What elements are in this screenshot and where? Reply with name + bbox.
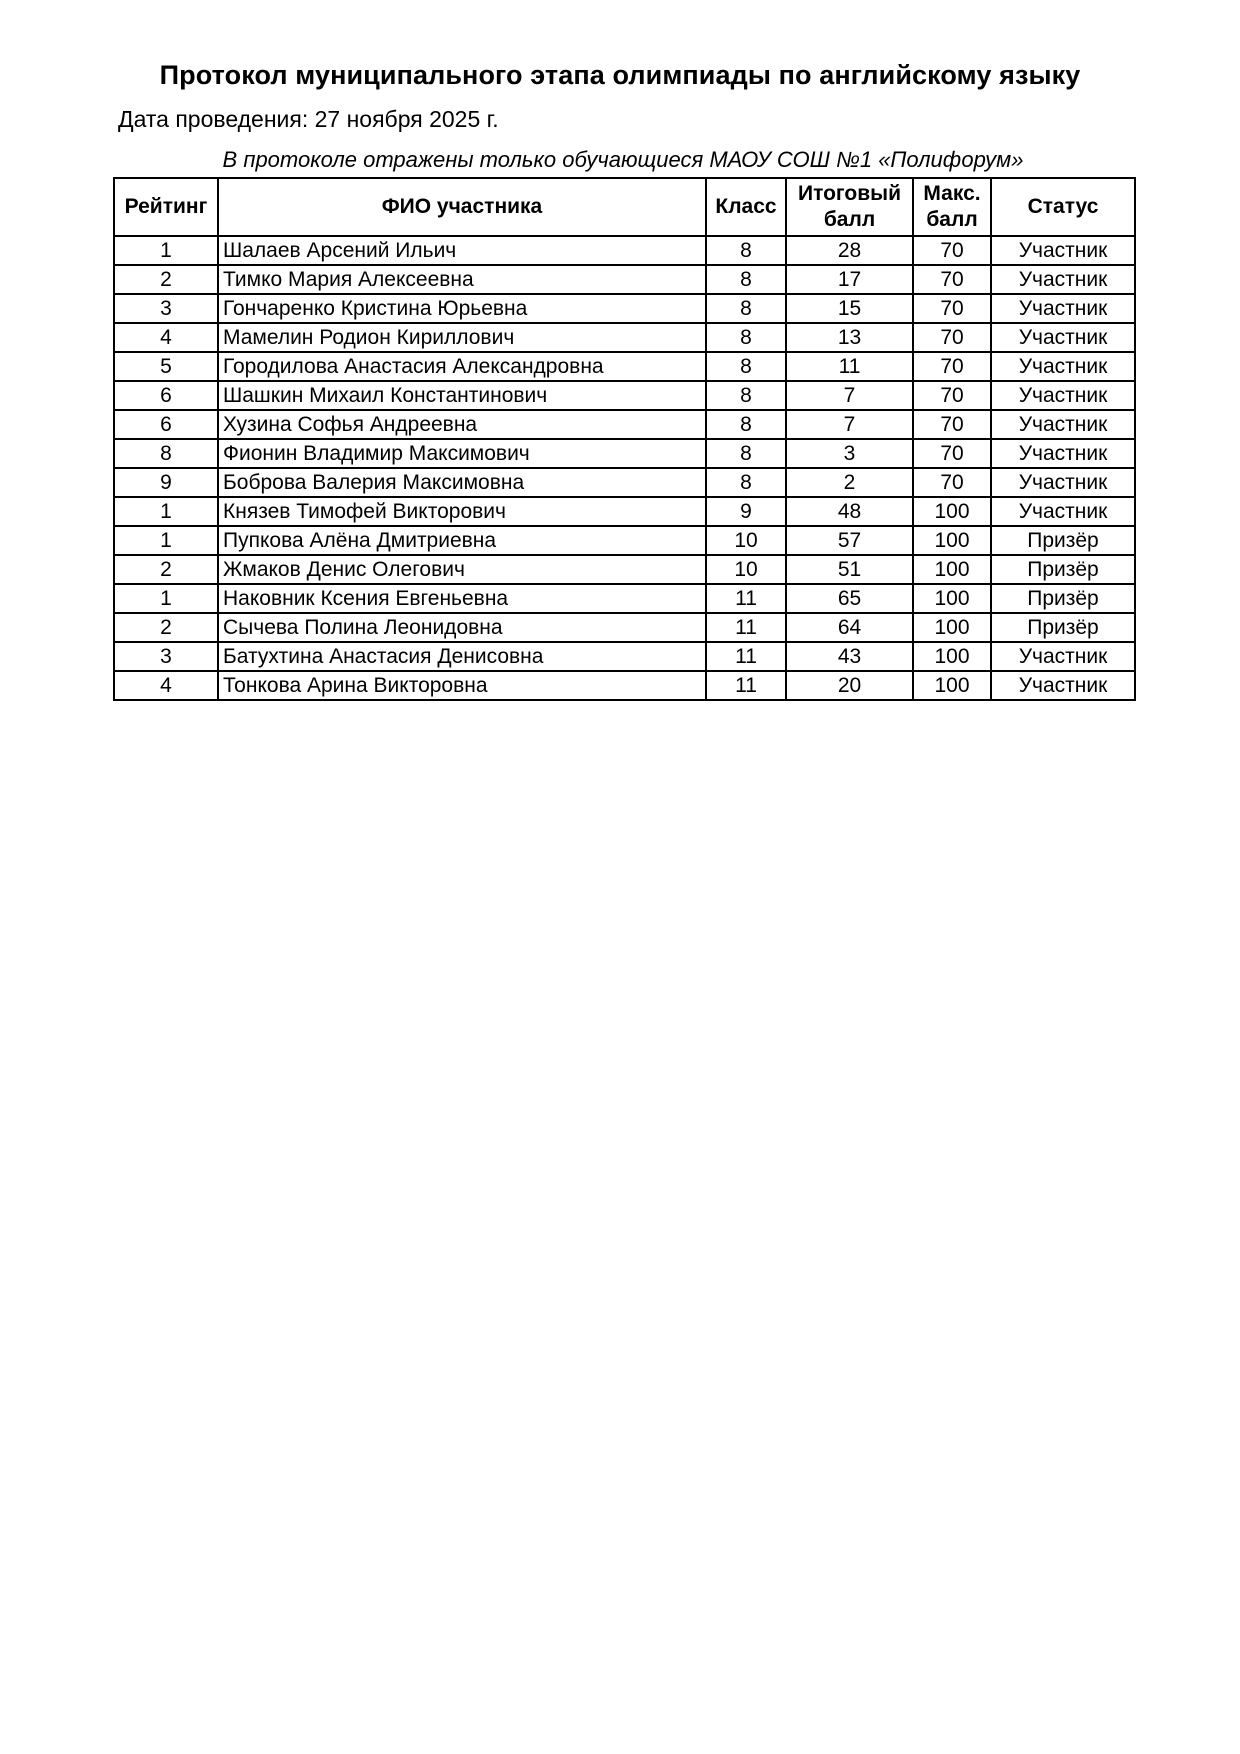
cell-score: 15 xyxy=(786,294,913,323)
cell-max: 70 xyxy=(913,323,991,352)
cell-score: 64 xyxy=(786,613,913,642)
cell-grade: 8 xyxy=(706,381,786,410)
header-row xyxy=(114,178,1135,236)
cell-name: Жмаков Денис Олегович xyxy=(218,555,706,584)
table-row xyxy=(114,468,1135,497)
cell-rank: 1 xyxy=(114,584,218,613)
table-row xyxy=(114,613,1135,642)
cell-score: 3 xyxy=(786,439,913,468)
protocol-note: В протоколе отражены только обучающиеся МАОУ СОШ №1 «Полифорум» xyxy=(222,147,1024,172)
table-row xyxy=(114,642,1135,671)
cell-grade: 8 xyxy=(706,323,786,352)
cell-grade: 10 xyxy=(706,526,786,555)
cell-status: Участник xyxy=(991,381,1135,410)
cell-grade: 11 xyxy=(706,642,786,671)
cell-rank: 5 xyxy=(114,352,218,381)
cell-status: Участник xyxy=(991,352,1135,381)
cell-name: Батухтина Анастасия Денисовна xyxy=(218,642,706,671)
cell-max: 70 xyxy=(913,294,991,323)
results-table-body xyxy=(114,236,1135,700)
results-table xyxy=(113,177,1136,701)
table-row xyxy=(114,584,1135,613)
cell-max: 70 xyxy=(913,468,991,497)
results-table-header xyxy=(114,178,1135,236)
cell-score: 17 xyxy=(786,265,913,294)
cell-max: 70 xyxy=(913,439,991,468)
cell-name: Мамелин Родион Кириллович xyxy=(218,323,706,352)
cell-name: Гончаренко Кристина Юрьевна xyxy=(218,294,706,323)
cell-max: 70 xyxy=(913,236,991,265)
cell-rank: 8 xyxy=(114,439,218,468)
cell-score: 13 xyxy=(786,323,913,352)
cell-max: 70 xyxy=(913,265,991,294)
cell-status: Призёр xyxy=(991,613,1135,642)
cell-score: 7 xyxy=(786,410,913,439)
cell-max: 70 xyxy=(913,381,991,410)
event-date: Дата проведения: 27 ноября 2025 г. xyxy=(118,106,499,132)
cell-name: Боброва Валерия Максимовна xyxy=(218,468,706,497)
cell-max: 100 xyxy=(913,526,991,555)
table-row xyxy=(114,439,1135,468)
cell-grade: 11 xyxy=(706,613,786,642)
table-row xyxy=(114,671,1135,700)
cell-rank: 9 xyxy=(114,468,218,497)
cell-grade: 10 xyxy=(706,555,786,584)
cell-rank: 3 xyxy=(114,294,218,323)
cell-max: 100 xyxy=(913,613,991,642)
cell-rank: 1 xyxy=(114,526,218,555)
cell-status: Призёр xyxy=(991,555,1135,584)
cell-rank: 2 xyxy=(114,265,218,294)
cell-score: 48 xyxy=(786,497,913,526)
cell-rank: 2 xyxy=(114,613,218,642)
column-header-rank: Рейтинг xyxy=(114,178,218,236)
cell-score: 2 xyxy=(786,468,913,497)
cell-name: Хузина Софья Андреевна xyxy=(218,410,706,439)
cell-rank: 4 xyxy=(114,671,218,700)
table-row xyxy=(114,236,1135,265)
cell-rank: 1 xyxy=(114,236,218,265)
cell-status: Участник xyxy=(991,497,1135,526)
cell-name: Наковник Ксения Евгеньевна xyxy=(218,584,706,613)
cell-max: 100 xyxy=(913,497,991,526)
cell-score: 65 xyxy=(786,584,913,613)
cell-status: Участник xyxy=(991,410,1135,439)
cell-rank: 2 xyxy=(114,555,218,584)
table-row xyxy=(114,352,1135,381)
cell-score: 7 xyxy=(786,381,913,410)
table-row xyxy=(114,410,1135,439)
cell-max: 100 xyxy=(913,584,991,613)
cell-grade: 11 xyxy=(706,671,786,700)
cell-max: 70 xyxy=(913,352,991,381)
column-header-score: Итоговый балл xyxy=(786,178,913,236)
cell-status: Участник xyxy=(991,671,1135,700)
cell-rank: 1 xyxy=(114,497,218,526)
cell-rank: 3 xyxy=(114,642,218,671)
cell-status: Участник xyxy=(991,323,1135,352)
cell-status: Участник xyxy=(991,468,1135,497)
column-header-max: Макс. балл xyxy=(913,178,991,236)
table-row xyxy=(114,294,1135,323)
cell-name: Пупкова Алёна Дмитриевна xyxy=(218,526,706,555)
cell-name: Городилова Анастасия Александровна xyxy=(218,352,706,381)
cell-rank: 4 xyxy=(114,323,218,352)
cell-score: 43 xyxy=(786,642,913,671)
cell-name: Князев Тимофей Викторович xyxy=(218,497,706,526)
cell-grade: 8 xyxy=(706,352,786,381)
cell-grade: 11 xyxy=(706,584,786,613)
cell-score: 51 xyxy=(786,555,913,584)
cell-max: 100 xyxy=(913,555,991,584)
cell-grade: 8 xyxy=(706,439,786,468)
cell-score: 11 xyxy=(786,352,913,381)
cell-grade: 8 xyxy=(706,236,786,265)
cell-grade: 8 xyxy=(706,468,786,497)
cell-status: Участник xyxy=(991,294,1135,323)
cell-grade: 8 xyxy=(706,294,786,323)
cell-name: Тонкова Арина Викторовна xyxy=(218,671,706,700)
table-row xyxy=(114,497,1135,526)
cell-status: Призёр xyxy=(991,584,1135,613)
table-row xyxy=(114,265,1135,294)
cell-status: Призёр xyxy=(991,526,1135,555)
cell-score: 20 xyxy=(786,671,913,700)
cell-max: 70 xyxy=(913,410,991,439)
cell-max: 100 xyxy=(913,642,991,671)
cell-rank: 6 xyxy=(114,381,218,410)
cell-name: Фионин Владимир Максимович xyxy=(218,439,706,468)
cell-name: Тимко Мария Алексеевна xyxy=(218,265,706,294)
table-row xyxy=(114,381,1135,410)
table-row xyxy=(114,555,1135,584)
cell-grade: 9 xyxy=(706,497,786,526)
column-header-grade: Класс xyxy=(706,178,786,236)
cell-score: 28 xyxy=(786,236,913,265)
cell-max: 100 xyxy=(913,671,991,700)
column-header-status: Статус xyxy=(991,178,1135,236)
cell-name: Шашкин Михаил Константинович xyxy=(218,381,706,410)
cell-status: Участник xyxy=(991,236,1135,265)
table-row xyxy=(114,323,1135,352)
cell-name: Шалаев Арсений Ильич xyxy=(218,236,706,265)
cell-grade: 8 xyxy=(706,265,786,294)
cell-status: Участник xyxy=(991,642,1135,671)
cell-name: Сычева Полина Леонидовна xyxy=(218,613,706,642)
document-title: Протокол муниципального этапа олимпиады по английскому языку xyxy=(159,60,1081,90)
cell-rank: 6 xyxy=(114,410,218,439)
cell-grade: 8 xyxy=(706,410,786,439)
cell-status: Участник xyxy=(991,265,1135,294)
cell-score: 57 xyxy=(786,526,913,555)
column-header-name: ФИО участника xyxy=(218,178,706,236)
cell-status: Участник xyxy=(991,439,1135,468)
table-row xyxy=(114,526,1135,555)
